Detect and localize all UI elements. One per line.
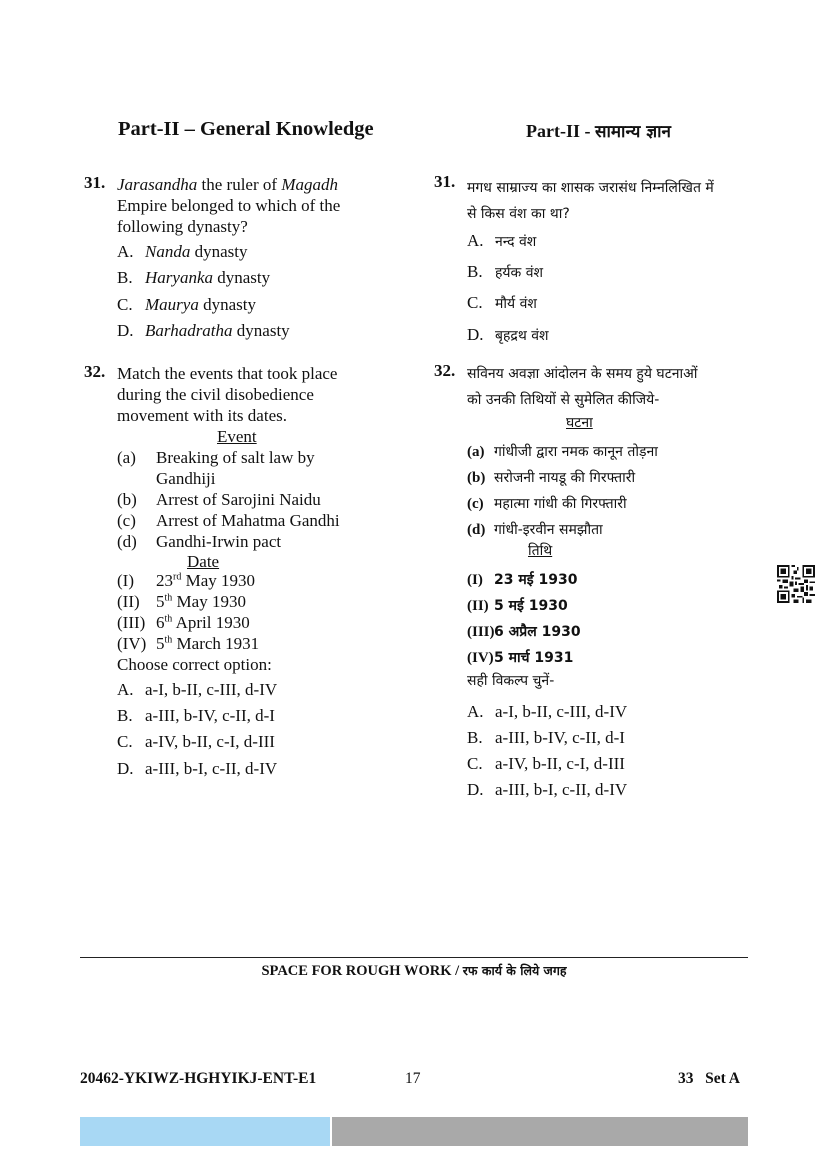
q32-hi-event-list	[467, 439, 658, 543]
date-row-4: (IV) 5th March 1931	[117, 634, 260, 653]
rough-work-label: SPACE FOR ROUGH WORK / रफ कार्य के लिये जगह	[261, 963, 567, 979]
q32-hi-number: 32.	[434, 361, 456, 380]
hindi-section-heading: Part-II - सामान्य ज्ञान	[526, 121, 671, 142]
q32-hi-stem: सविनय अवज्ञा आंदोलन के समय हुये घटनाओं को उनकी तिथियों से सुमेलित कीजिये-	[467, 366, 698, 408]
hi-date-row-4: (IV)5 मार्च 1931	[467, 650, 574, 666]
footer-set: 33 Set A	[678, 1070, 740, 1087]
hi-event-row-a: (a) गांधीजी द्वारा नमक कानून तोड़ना	[467, 444, 658, 460]
q32-en-date-heading: Date	[187, 552, 220, 571]
q32-en-option-a[interactable]: A. a-I, b-II, c-III, d-IV	[117, 680, 278, 699]
q31-en-option-d[interactable]: D. Barhadratha dynasty	[117, 321, 290, 340]
q32-en-stem: Match the events that took place during the civil disobedience movement with its dates.	[117, 364, 338, 425]
q32-en-number: 32.	[84, 362, 106, 381]
qr-code-icon	[777, 565, 815, 603]
footer-page-number: 17	[405, 1070, 421, 1087]
q32-hi-date-list	[467, 567, 581, 671]
event-row-c: (c) Arrest of Mahatma Gandhi	[117, 511, 340, 530]
q32-hi-event-heading: घटना	[566, 415, 593, 431]
q31-hi-option-d[interactable]: D. बृहद्रथ वंश	[467, 325, 549, 344]
date-row-1: (I) 23rd May 1930	[117, 571, 256, 590]
q31-en-stem: Jarasandha the ruler of Magadh Empire belonged to which of the following dynasty?	[117, 175, 341, 236]
rough-work-divider	[80, 957, 748, 958]
date-row-2: (II) 5th May 1930	[117, 592, 246, 611]
q31-hi-number: 31.	[434, 172, 456, 191]
hi-date-row-2: (II) 5 मई 1930	[467, 598, 568, 614]
hi-event-row-c: (c) महात्मा गांधी की गिरफ्तारी	[467, 496, 627, 512]
q31-en-number: 31.	[84, 173, 106, 192]
q32-en-choose: Choose correct option:	[117, 655, 272, 674]
event-row-d: (d) Gandhi-Irwin pact	[117, 532, 282, 551]
q31-hi-option-b[interactable]: B. हर्यक वंश	[467, 262, 544, 281]
hi-event-row-b: (b) सरोजनी नायडू की गिरफ्तारी	[467, 470, 636, 486]
english-section-heading: Part-II – General Knowledge	[118, 118, 374, 140]
q32-en-option-d[interactable]: D. a-III, b-I, c-II, d-IV	[117, 759, 278, 778]
q31-en-option-a[interactable]: A. Nanda dynasty	[117, 242, 248, 261]
q32-hi-option-a[interactable]: A. a-I, b-II, c-III, d-IV	[467, 702, 628, 721]
hi-event-row-d: (d) गांधी-इरवीन समझौता	[467, 522, 603, 538]
q32-hi-option-c[interactable]: C. a-IV, b-II, c-I, d-III	[467, 754, 625, 773]
q31-hi-option-c[interactable]: C. मौर्य वंश	[467, 293, 537, 312]
footer-bar-blue	[80, 1117, 330, 1146]
q32-en-date-list	[117, 570, 259, 654]
q31-en-option-b[interactable]: B. Haryanka dynasty	[117, 268, 271, 287]
q32-hi-choose: सही विकल्प चुनें-	[467, 673, 555, 689]
event-row-a: (a) Breaking of salt law by	[117, 448, 315, 467]
q32-hi-date-heading: तिथि	[528, 543, 553, 559]
q32-hi-option-d[interactable]: D. a-III, b-I, c-II, d-IV	[467, 780, 628, 799]
q31-en-option-c[interactable]: C. Maurya dynasty	[117, 295, 256, 314]
q32-en-event-list	[117, 447, 340, 552]
hi-date-row-1: (I) 23 मई 1930	[467, 572, 578, 588]
event-row-a-cont: Gandhiji	[156, 469, 216, 488]
date-row-3: (III) 6th April 1930	[117, 613, 250, 632]
q32-hi-option-b[interactable]: B. a-III, b-IV, c-II, d-I	[467, 728, 625, 747]
footer-bar-gray	[332, 1117, 748, 1146]
q32-en-option-c[interactable]: C. a-IV, b-II, c-I, d-III	[117, 732, 275, 751]
footer-code: 20462-YKIWZ-HGHYIKJ-ENT-E1	[80, 1070, 317, 1087]
hi-date-row-3: (III)6 अप्रैल 1930	[467, 624, 581, 640]
q31-hi-option-a[interactable]: A. नन्द वंश	[467, 231, 537, 250]
q32-en-option-b[interactable]: B. a-III, b-IV, c-II, d-I	[117, 706, 275, 725]
q31-hi-stem: मगध साम्राज्य का शासक जरासंध निम्नलिखित में से किस वंश का था?	[467, 180, 714, 222]
q32-en-event-heading: Event	[217, 427, 257, 446]
event-row-b: (b) Arrest of Sarojini Naidu	[117, 490, 321, 509]
